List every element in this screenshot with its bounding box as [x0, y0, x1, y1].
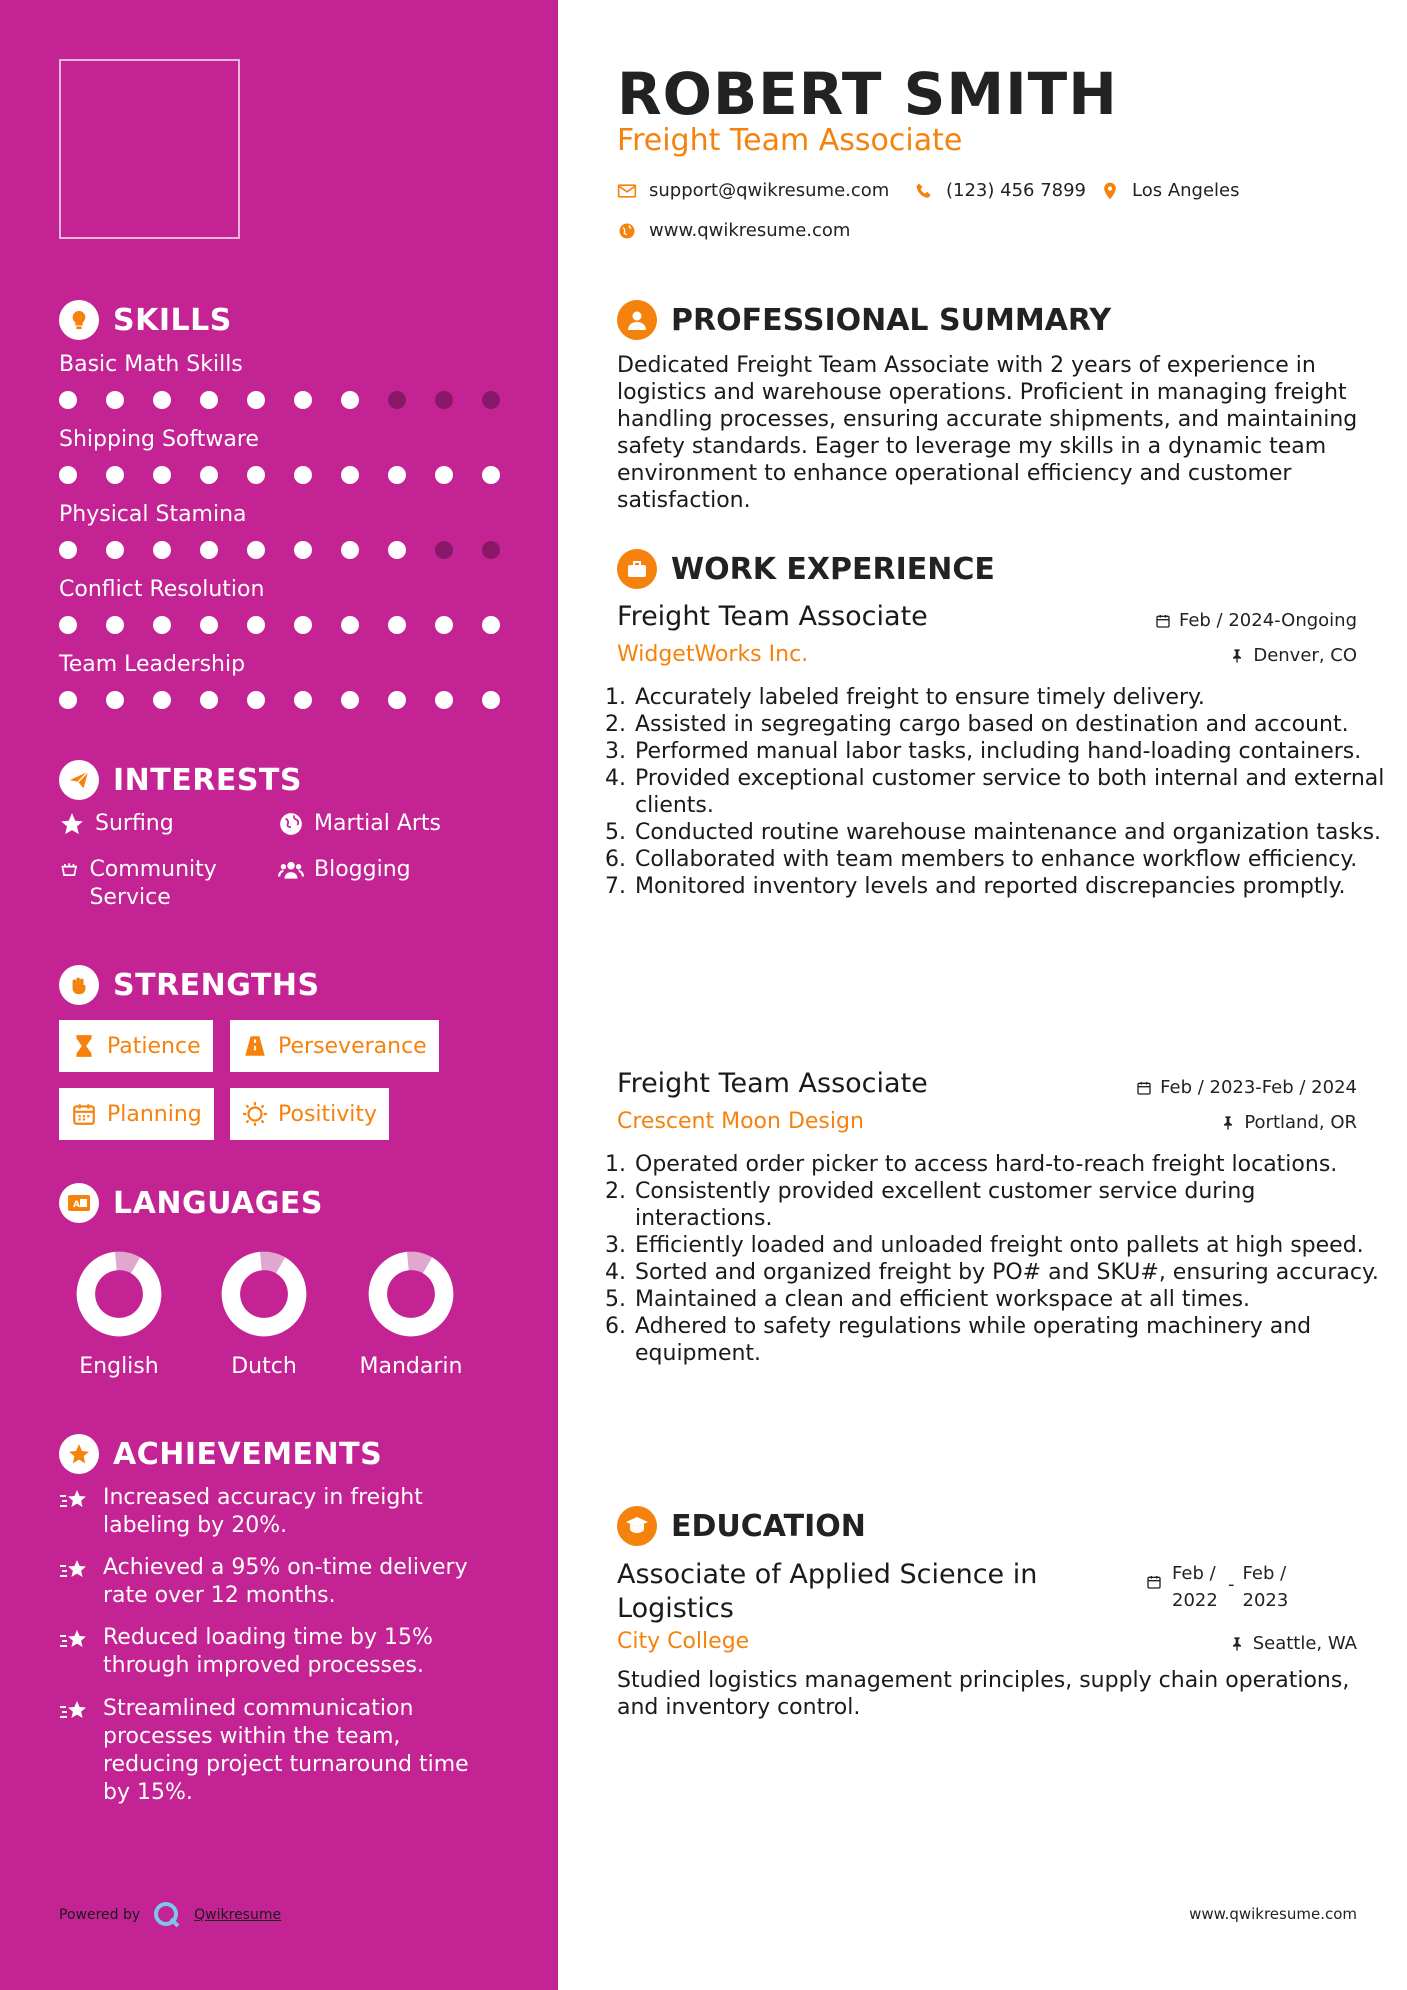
job-dates: [1136, 1077, 1357, 1098]
rating-dot-filled: [59, 541, 77, 559]
skill-rating: [59, 616, 529, 634]
contact-phone[interactable]: [914, 180, 1086, 201]
pushpin-icon: [1229, 1636, 1245, 1652]
strength-chip: [230, 1020, 439, 1072]
skill-label: Conflict Resolution: [59, 577, 265, 602]
lightbulb-icon: [59, 300, 99, 340]
degree-title: Associate of Applied Science in Logistics: [617, 1559, 1038, 1624]
job-location-text: Denver, CO: [1253, 645, 1357, 666]
phone-icon: [914, 181, 934, 201]
star-icon: [59, 811, 85, 837]
language-ring: [218, 1248, 310, 1340]
skills-heading: [59, 300, 232, 340]
strengths-heading: [59, 965, 320, 1005]
translate-icon: [59, 1183, 99, 1223]
rating-dot-filled: [482, 466, 500, 484]
interests-heading: [59, 760, 302, 800]
language-label: Mandarin: [359, 1354, 463, 1379]
rating-dot-filled: [200, 691, 218, 709]
skill-rating: [59, 691, 529, 709]
summary-heading: [617, 300, 1111, 340]
job-location: [1229, 645, 1357, 666]
rating-dot-filled: [388, 691, 406, 709]
sun-icon: [242, 1101, 268, 1127]
rating-dot-filled: [153, 691, 171, 709]
pushpin-icon: [1220, 1115, 1236, 1131]
rating-dot-empty: [482, 541, 500, 559]
rating-dot-filled: [294, 541, 312, 559]
job-location: [1220, 1112, 1357, 1133]
star-badge-icon: [59, 1434, 99, 1474]
education-start: Feb / 2022: [1172, 1563, 1218, 1611]
task-item: 2. Assisted in segregating cargo based on destination and account.: [633, 711, 1388, 738]
brand-link[interactable]: Qwikresume: [194, 1907, 282, 1923]
education-heading: [617, 1506, 866, 1546]
experience-heading: [617, 549, 995, 589]
strength-chip: [230, 1088, 389, 1140]
achievement-item: [59, 1695, 499, 1807]
calendar-icon: [1136, 1080, 1152, 1096]
achievement-item: [59, 1484, 499, 1540]
footer-url[interactable]: www.qwikresume.com: [1189, 1905, 1357, 1923]
calendar-icon: [71, 1101, 97, 1127]
skill-rating: [59, 541, 529, 559]
rating-dot-filled: [200, 391, 218, 409]
road-icon: [242, 1033, 268, 1059]
shooting-star-icon: [59, 1626, 91, 1656]
contact-email[interactable]: [617, 180, 889, 201]
rating-dot-filled: [59, 616, 77, 634]
school-name: City College: [617, 1629, 750, 1654]
education-location: [1229, 1633, 1357, 1654]
skill-label: Shipping Software: [59, 427, 259, 452]
strength-label: Perseverance: [278, 1033, 427, 1059]
rating-dot-filled: [482, 616, 500, 634]
rating-dot-filled: [247, 466, 265, 484]
rating-dot-filled: [153, 391, 171, 409]
rating-dot-empty: [435, 541, 453, 559]
education-description: Studied logistics management principles, supply chain operations, and inventory control.: [617, 1668, 1350, 1720]
hand-icon: [59, 857, 79, 883]
interest-item: [278, 810, 441, 838]
rating-dot-filled: [435, 466, 453, 484]
task-item: 7. Monitored inventory levels and reported discrepancies promptly.: [633, 873, 1388, 900]
skill-label: Basic Math Skills: [59, 352, 243, 377]
rating-dot-filled: [388, 541, 406, 559]
shooting-star-icon: [59, 1486, 91, 1516]
rating-dot-filled: [341, 391, 359, 409]
strength-chip: [59, 1088, 214, 1140]
task-item: 5. Conducted routine warehouse maintenance and organization tasks.: [633, 819, 1388, 846]
languages-title: LANGUAGES: [113, 1185, 323, 1221]
pushpin-icon: [1229, 648, 1245, 664]
task-item: 6. Adhered to safety regulations while operating machinery and equipment.: [633, 1313, 1388, 1367]
job-dates: [1155, 610, 1357, 631]
language-label: English: [79, 1354, 159, 1379]
rating-dot-filled: [153, 616, 171, 634]
rating-dot-filled: [200, 616, 218, 634]
interest-label: Community Service: [89, 857, 217, 910]
task-item: 4. Sorted and organized freight by PO# and SKU#, ensuring accuracy.: [633, 1259, 1388, 1286]
rating-dot-empty: [482, 391, 500, 409]
envelope-icon: [617, 181, 637, 201]
rating-dot-filled: [388, 616, 406, 634]
rating-dot-empty: [388, 391, 406, 409]
briefcase-icon: [617, 549, 657, 589]
interests-title: INTERESTS: [113, 762, 302, 798]
job-company: Crescent Moon Design: [617, 1109, 864, 1134]
skill-label: Team Leadership: [59, 652, 246, 677]
language-ring: [73, 1248, 165, 1340]
strength-label: Planning: [107, 1101, 202, 1127]
interest-label: Surfing: [95, 811, 174, 836]
skill-label: Physical Stamina: [59, 502, 247, 527]
users-icon: [278, 857, 304, 883]
languages-heading: [59, 1183, 323, 1223]
skill-rating: [59, 466, 529, 484]
rating-dot-filled: [200, 541, 218, 559]
rating-dot-filled: [59, 391, 77, 409]
job-title: Freight Team Associate: [617, 601, 928, 632]
rating-dot-filled: [341, 691, 359, 709]
svg-text:A: A: [73, 1200, 80, 1210]
date-separator: -: [1228, 1574, 1235, 1595]
task-item: 1. Operated order picker to access hard-to-reach freight locations.: [633, 1151, 1388, 1178]
achievement-text: Reduced loading time by 15% through improved processes.: [103, 1625, 433, 1678]
skill-rating: [59, 391, 529, 409]
rating-dot-filled: [435, 616, 453, 634]
skills-title: SKILLS: [113, 302, 232, 338]
rating-dot-filled: [247, 616, 265, 634]
strength-chip: [59, 1020, 213, 1072]
qwikresume-logo-icon: [152, 1900, 182, 1930]
education-end: Feb / 2023: [1242, 1563, 1289, 1611]
rating-dot-filled: [482, 691, 500, 709]
task-item: 2. Consistently provided excellent customer service during interactions.: [633, 1178, 1388, 1232]
candidate-name: ROBERT SMITH: [617, 60, 1118, 128]
interest-item: [278, 856, 411, 884]
rating-dot-empty: [435, 391, 453, 409]
interest-item: [59, 810, 174, 838]
achievements-heading: [59, 1434, 382, 1474]
rating-dot-filled: [341, 466, 359, 484]
candidate-title: Freight Team Associate: [617, 123, 963, 158]
education-title: EDUCATION: [671, 1508, 866, 1544]
task-item: 4. Provided exceptional customer service to both internal and external clients.: [633, 765, 1388, 819]
fist-icon: [59, 965, 99, 1005]
main-content: [558, 0, 1407, 1990]
achievement-item: [59, 1624, 499, 1680]
achievement-text: Streamlined communication processes within the team, reducing project turnaround time by 15%.: [103, 1696, 469, 1805]
paper-plane-icon: [59, 760, 99, 800]
powered-by: [59, 1900, 281, 1930]
rating-dot-filled: [435, 691, 453, 709]
rating-dot-filled: [153, 466, 171, 484]
task-item: 3. Efficiently loaded and unloaded freight onto pallets at high speed.: [633, 1232, 1388, 1259]
rating-dot-filled: [294, 691, 312, 709]
job-location-text: Portland, OR: [1244, 1112, 1357, 1133]
job-title: Freight Team Associate: [617, 1068, 928, 1099]
rating-dot-filled: [106, 466, 124, 484]
rating-dot-filled: [247, 691, 265, 709]
job-company: WidgetWorks Inc.: [617, 642, 809, 667]
summary-title: PROFESSIONAL SUMMARY: [671, 302, 1112, 338]
rating-dot-filled: [59, 466, 77, 484]
rating-dot-filled: [106, 616, 124, 634]
rating-dot-filled: [294, 391, 312, 409]
rating-dot-filled: [294, 466, 312, 484]
rating-dot-filled: [200, 466, 218, 484]
job-dates-text: Feb / 2024-Ongoing: [1178, 610, 1357, 631]
map-pin-icon: [1100, 181, 1120, 201]
achievement-text: Achieved a 95% on-time delivery rate over 12 months.: [103, 1555, 468, 1608]
rating-dot-filled: [247, 541, 265, 559]
education-location-text: Seattle, WA: [1252, 1633, 1357, 1654]
strength-label: Patience: [107, 1033, 201, 1059]
hourglass-icon: [71, 1033, 97, 1059]
task-item: 1. Accurately labeled freight to ensure timely delivery.: [633, 684, 1388, 711]
achievement-text: Increased accuracy in freight labeling by 20%.: [103, 1485, 423, 1538]
task-item: 5. Maintained a clean and efficient workspace at all times.: [633, 1286, 1388, 1313]
profile-photo-placeholder: [59, 59, 240, 239]
job-tasks: [608, 1151, 1388, 1367]
rating-dot-filled: [106, 541, 124, 559]
sidebar: [0, 0, 558, 1990]
achievements-title: ACHIEVEMENTS: [113, 1436, 383, 1472]
rating-dot-filled: [153, 541, 171, 559]
location-text: Los Angeles: [1132, 180, 1240, 201]
job-dates-text: Feb / 2023-Feb / 2024: [1160, 1077, 1357, 1098]
rating-dot-filled: [247, 391, 265, 409]
shooting-star-icon: [59, 1556, 91, 1586]
rating-dot-filled: [106, 391, 124, 409]
globe-icon: [278, 811, 304, 837]
experience-title: WORK EXPERIENCE: [671, 551, 995, 587]
summary-text: Dedicated Freight Team Associate with 2 years of experience in logistics and warehouse operations. Proficient in managing freight handling processes, ensuring accurate shipments, and maintaining safety standards. Eager to leverage my skills in a dynamic team environment to enhance operational efficiency and customer satisfaction.: [617, 353, 1358, 513]
job-tasks: [608, 684, 1388, 900]
language-label: Dutch: [231, 1354, 297, 1379]
interest-item: [59, 856, 259, 912]
rating-dot-filled: [106, 691, 124, 709]
contact-website[interactable]: [617, 220, 850, 241]
rating-dot-filled: [388, 466, 406, 484]
phone-text: (123) 456 7899: [946, 180, 1087, 201]
rating-dot-filled: [294, 616, 312, 634]
contact-location: [1100, 180, 1240, 201]
rating-dot-filled: [341, 541, 359, 559]
language-ring: [365, 1248, 457, 1340]
task-item: 3. Performed manual labor tasks, including hand-loading containers.: [633, 738, 1388, 765]
rating-dot-filled: [341, 616, 359, 634]
task-item: 6. Collaborated with team members to enhance workflow efficiency.: [633, 846, 1388, 873]
powered-by-label: Powered by: [59, 1907, 141, 1923]
education-dates: [1146, 1560, 1291, 1614]
interest-label: Blogging: [314, 857, 411, 882]
user-icon: [617, 300, 657, 340]
website-text: www.qwikresume.com: [649, 220, 851, 241]
rating-dot-filled: [59, 691, 77, 709]
strength-label: Positivity: [278, 1101, 378, 1127]
calendar-icon: [1155, 613, 1171, 629]
strengths-title: STRENGTHS: [113, 967, 320, 1003]
calendar-icon: [1146, 1574, 1162, 1590]
email-text: support@qwikresume.com: [649, 180, 890, 201]
achievement-item: [59, 1554, 499, 1610]
globe-icon: [617, 221, 637, 241]
shooting-star-icon: [59, 1697, 91, 1727]
graduation-cap-icon: [617, 1506, 657, 1546]
interest-label: Martial Arts: [314, 811, 442, 836]
